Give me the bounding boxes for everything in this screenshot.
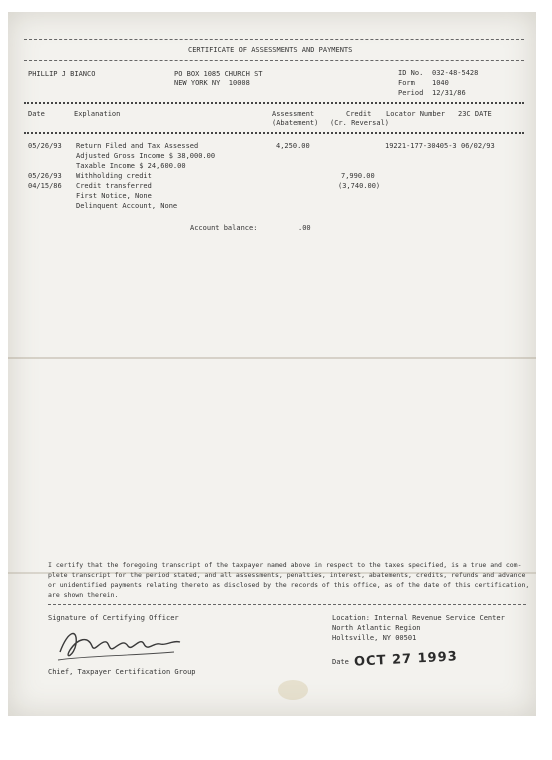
row-5-explanation: Credit transferred — [76, 182, 152, 190]
top-rule — [24, 39, 524, 40]
period-value: 12/31/86 — [432, 89, 466, 97]
row-7-explanation: Delinquent Account, None — [76, 202, 178, 210]
date-stamp: OCT 27 1993 — [353, 649, 459, 670]
officer-signature — [54, 622, 194, 666]
location-line-3: Holtsville, NY 00501 — [332, 634, 417, 642]
taxpayer-address-2: NEW YORK NY 10008 — [174, 79, 250, 87]
certification-line-4: are shown therein. — [48, 591, 119, 599]
row-2-explanation: Adjusted Gross Income $ 38,000.00 — [76, 152, 216, 160]
row-4-date: 05/26/93 — [28, 172, 62, 180]
account-balance-value: .00 — [298, 224, 311, 232]
col-abatement: (Abatement) — [272, 119, 319, 127]
row-4-credit: 7,990.00 — [341, 172, 375, 180]
col-cr-reversal: (Cr. Reversal) — [330, 119, 390, 127]
col-date: Date — [28, 110, 45, 118]
paper-stain — [278, 680, 308, 700]
row-1-explanation: Return Filed and Tax Assessed — [76, 142, 199, 150]
taxpayer-address-1: PO BOX 1085 CHURCH ST — [174, 70, 263, 78]
certification-line-1: I certify that the foregoing transcript of the taxpayer named above in respect to the taxes specified, is a true and com- — [48, 561, 522, 569]
date-label: Date — [332, 658, 349, 666]
document-title: CERTIFICATE OF ASSESSMENTS AND PAYMENTS — [188, 46, 353, 54]
certification-line-2: plete transcript for the period stated, and all assessments, penalties, interest, abatements, credits, refunds and advance — [48, 571, 526, 579]
row-1-assessment: 4,250.00 — [276, 142, 310, 150]
id-label: ID No. — [398, 69, 424, 77]
col-explanation: Explanation — [74, 110, 121, 118]
header-rule — [24, 102, 524, 104]
col-assessment: Assessment — [272, 110, 315, 118]
col-credit: Credit — [346, 110, 372, 118]
row-1-date: 05/26/93 — [28, 142, 62, 150]
row-1-23c-date: 06/02/93 — [461, 142, 495, 150]
row-3-explanation: Taxable Income $ 24,600.00 — [76, 162, 186, 170]
row-6-explanation: First Notice, None — [76, 192, 152, 200]
signature-label: Signature of Certifying Officer — [48, 614, 179, 622]
row-5-date: 04/15/86 — [28, 182, 62, 190]
certification-rule — [48, 604, 526, 605]
form-label: Form — [398, 79, 415, 87]
form-value: 1040 — [432, 79, 449, 87]
row-4-explanation: Withholding credit — [76, 172, 152, 180]
location-line-1: Location: Internal Revenue Service Center — [332, 614, 505, 622]
taxpayer-name: PHILLIP J BIANCO — [28, 70, 96, 78]
certification-group: Chief, Taxpayer Certification Group — [48, 668, 196, 676]
title-rule — [24, 60, 524, 61]
certificate-page — [8, 12, 536, 716]
location-line-2: North Atlantic Region — [332, 624, 421, 632]
id-value: 032-48-5428 — [432, 69, 479, 77]
row-5-credit: (3,740.00) — [338, 182, 381, 190]
columns-rule — [24, 132, 524, 134]
col-locator: Locator Number — [386, 110, 446, 118]
period-label: Period — [398, 89, 424, 97]
account-balance-label: Account balance: — [190, 224, 258, 232]
certification-line-3: or unidentified payments relating thereto as disclosed by the records of this office, as of the date of this certification, — [48, 581, 530, 589]
col-23c-date: 23C DATE — [458, 110, 492, 118]
row-1-locator: 19221-177-30405-3 — [385, 142, 457, 150]
